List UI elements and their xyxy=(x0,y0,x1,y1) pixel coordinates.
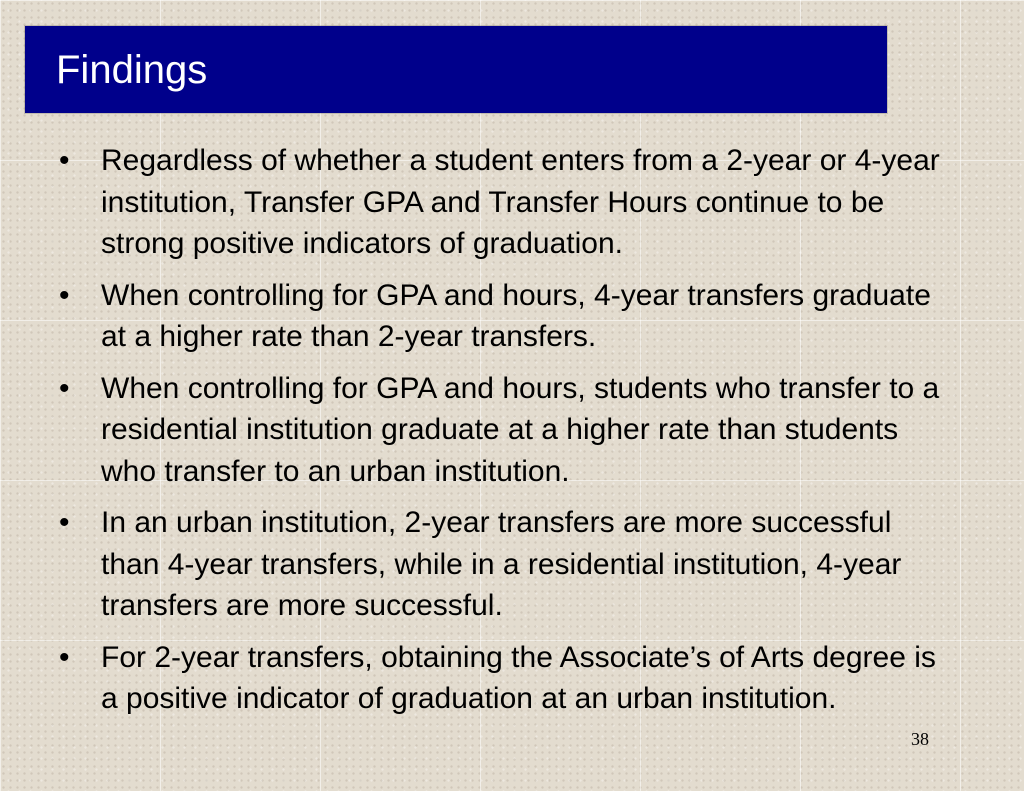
bullet-icon: • xyxy=(59,371,70,405)
bullet-item xyxy=(58,140,958,265)
bullet-icon: • xyxy=(59,144,70,177)
page-number: 38 xyxy=(911,729,929,749)
bullet-item xyxy=(58,275,958,358)
bullet-text: For 2-year transfers, obtaining the Associate’s of Arts degree is a positive indicator of graduation at an urban institution. xyxy=(101,640,936,715)
bullet-item xyxy=(58,368,958,493)
bullet-list xyxy=(58,140,958,730)
title-bar xyxy=(25,26,887,113)
bullet-text: In an urban institution, 2-year transfers are more successful than 4-year transfers, while in a residential institution, 4-year transfers are more successful. xyxy=(101,506,902,622)
bullet-icon: • xyxy=(59,640,70,674)
bullet-icon: • xyxy=(59,506,70,539)
bullet-text: Regardless of whether a student enters from a 2-year or 4-year institution, Transfer GPA and Transfer Hours continue to be strong positive indicators of graduation. xyxy=(101,144,940,260)
bullet-item xyxy=(58,637,958,720)
bullet-icon: • xyxy=(59,278,70,312)
slide-title: Findings xyxy=(56,48,208,92)
bullet-text: When controlling for GPA and hours, students who transfer to a residential institution graduate at a higher rate than students who transfer to an urban institution. xyxy=(101,371,940,488)
bullet-text: When controlling for GPA and hours, 4-year transfers graduate at a higher rate than 2-year transfers. xyxy=(101,278,931,353)
bullet-item xyxy=(58,502,958,627)
